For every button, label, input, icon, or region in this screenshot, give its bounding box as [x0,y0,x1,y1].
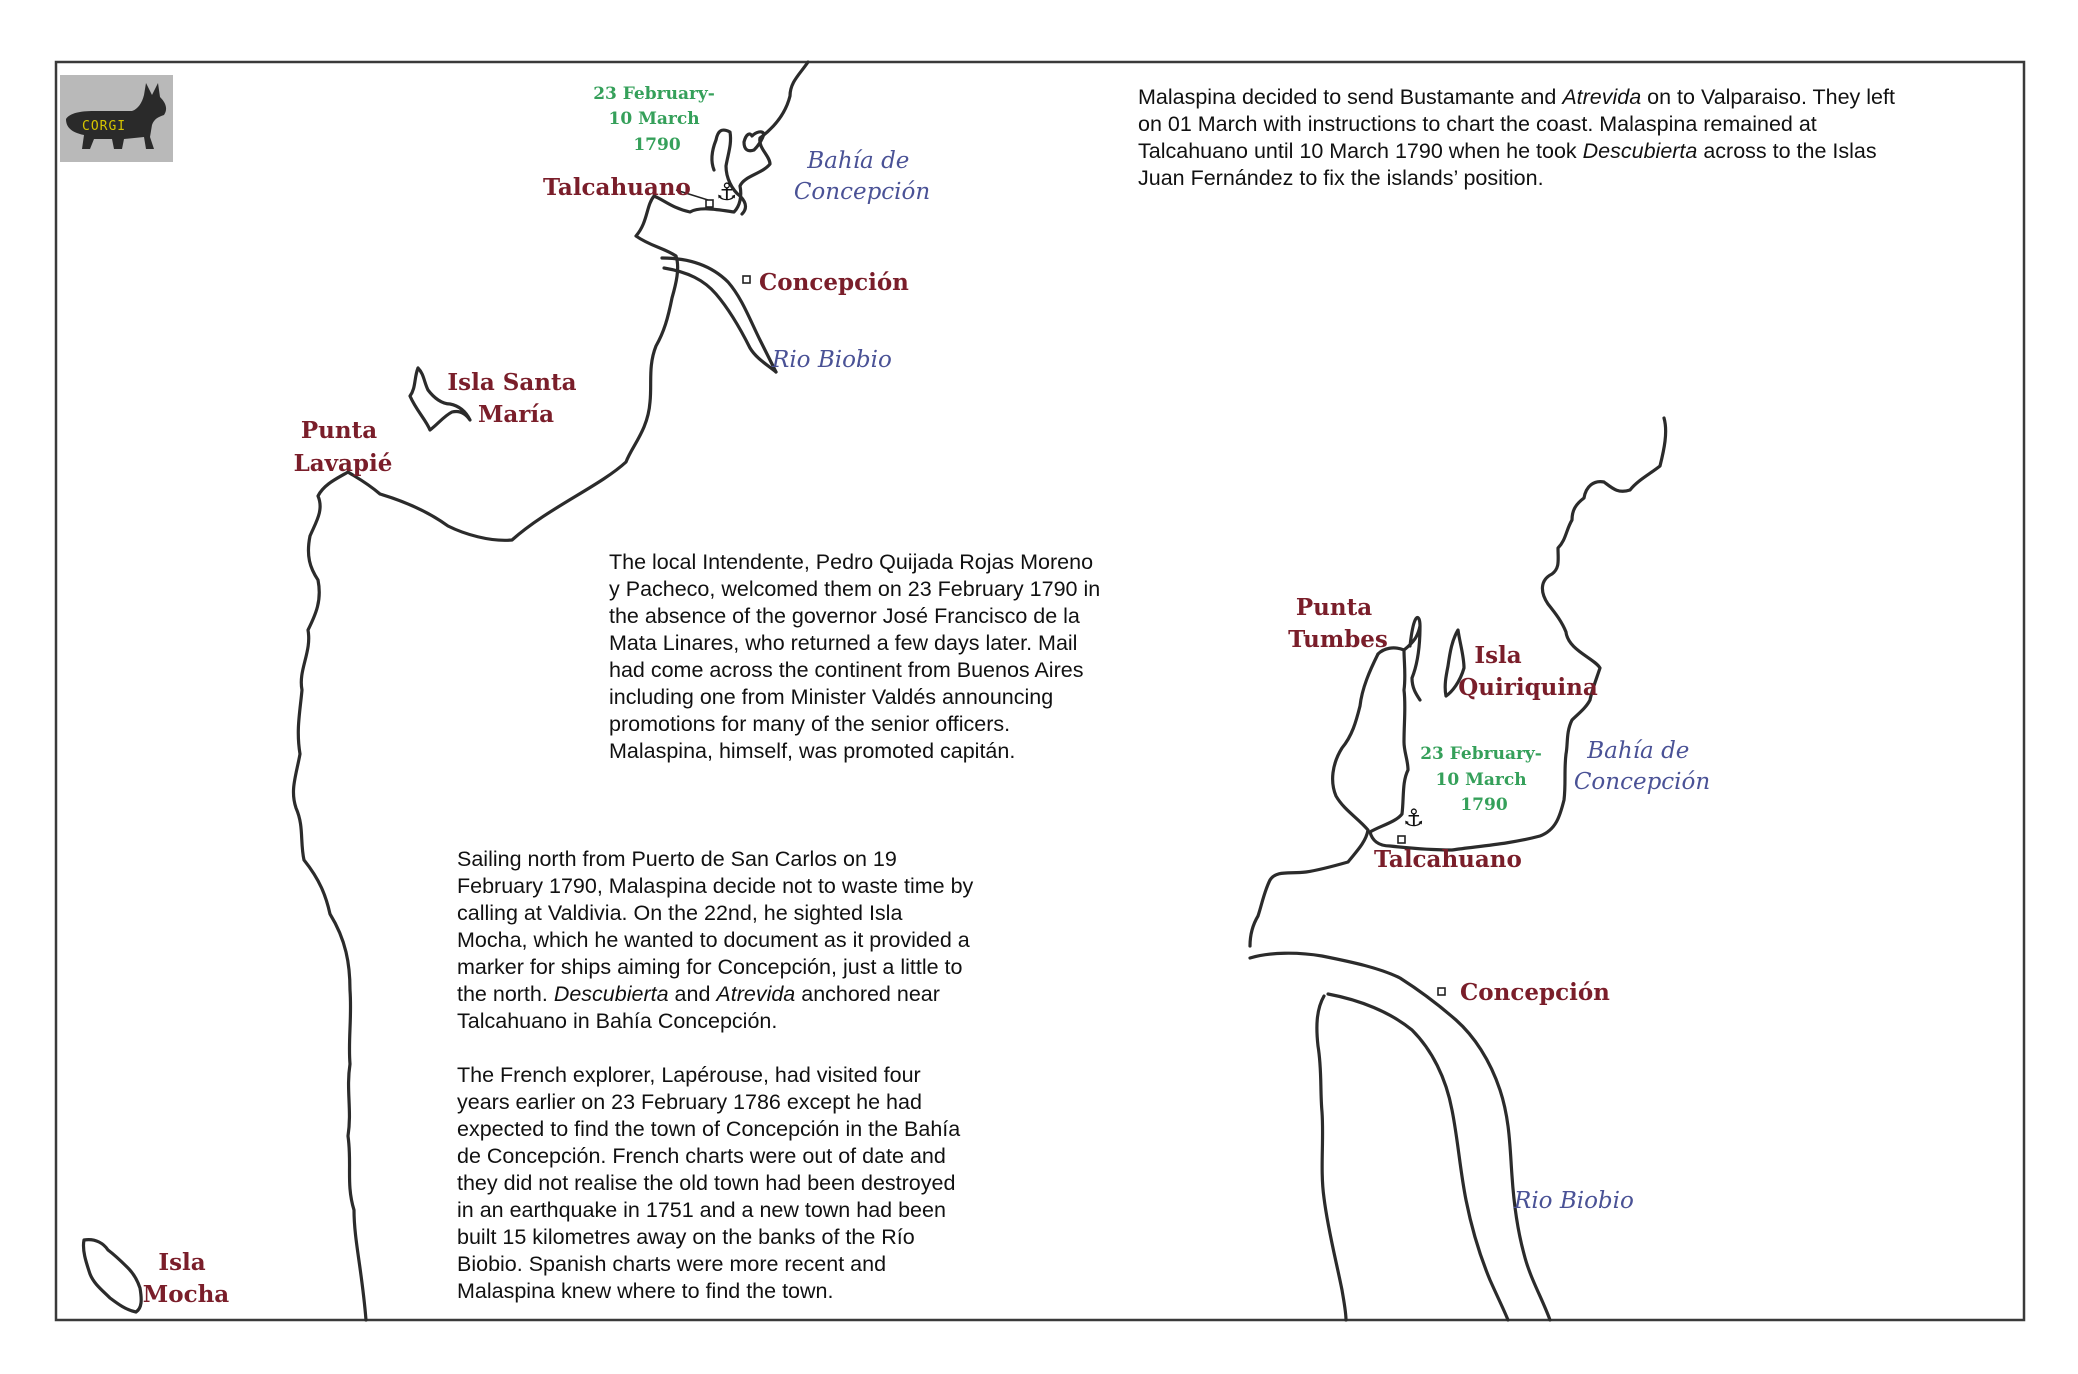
left-rio-label: Rio Biobio [772,347,892,373]
left-concepcion-marker [743,276,750,283]
punta-lavapie-label: Punta Lavapié [293,417,393,477]
right-bahia-label: Bahía de Concepción [1573,738,1711,795]
text-top-right [1138,84,2018,192]
right-talcahuano-marker [1398,836,1405,843]
right-date-label: 23 February- 10 March 1790 [1420,744,1542,815]
right-river-south-bank [1328,994,1508,1320]
logo-text: CORGI [82,119,127,134]
right-coast-lower [1250,953,1550,1320]
text-middle: The local Intendente, Pedro Quijada Rojas Moreno y Pacheco, welcomed them on 23 February 1790 in the absence of the governor José Francisco de la Mata Linares, who returned a few days later. Mail had come across the continent from Buenos Aires including one from Minister Valdés announcing promotions for many of the senior officers. Malaspina, himself, was promoted capitán. [609,550,1101,763]
text-lower-1 [457,846,1057,1035]
isla-mocha-outline [83,1240,141,1312]
right-concepcion-label: Concepción [1460,979,1610,1006]
text-lower-1-content: Sailing north from Puerto de San Carlos on 19 February 1790, Malaspina decide not to waste time by calling at Valdivia. On the 22nd, he sighted Isla Mocha, which he wanted to document as it provided a marker for ships aiming for Concepción, just a little to the north. Descubierta and Atrevida anchored near Talcahuano in Bahía Concepción. [457,847,974,1033]
isla-mocha-label: Isla Mocha [142,1249,230,1308]
left-date-label: 23 February- 10 March 1790 [593,84,715,155]
corgi-logo-icon [60,75,173,162]
right-rio-label: Rio Biobio [1514,1188,1634,1214]
left-talcahuano-marker [706,200,713,207]
left-concepcion-label: Concepción [759,269,909,296]
left-anchor-icon: ⚓ [716,178,738,206]
right-anchor-icon: ⚓ [1403,804,1425,832]
right-peninsula-west [1250,654,1378,946]
text-top-right-content: Malaspina decided to send Bustamante and Atrevida on to Valparaiso. They left on 01 March with instructions to chart the coast. Malaspina remained at Talcahuano until 10 March 1790 when he took Descubierta across to the Islas Juan Fernández to fix the islands’ position. [1138,85,1895,190]
right-concepcion-marker [1438,988,1445,995]
isla-quiriquina-label: Isla Quiriquina [1458,642,1598,701]
text-lower-2: The French explorer, Lapérouse, had visited four years earlier on 23 February 1786 except he had expected to find the town of Concepción in the Bahía de Concepción. French charts were out of date and they did not realise the old town had been destroyed in an earthquake in 1751 and a new town had been built 15 kilometres away on the banks of the Río Biobio. Spanish charts were more recent and Malaspina knew where to find the town. [457,1063,961,1303]
right-river-west-bank [1317,996,1346,1320]
left-bahia-label: Bahía de Concepción [793,148,931,205]
isla-santa-maria-label: Isla Santa María [447,369,577,428]
left-talcahuano-label: Talcahuano [543,174,691,201]
right-talcahuano-label: Talcahuano [1374,846,1522,873]
punta-tumbes-label: Punta Tumbes [1288,594,1388,653]
